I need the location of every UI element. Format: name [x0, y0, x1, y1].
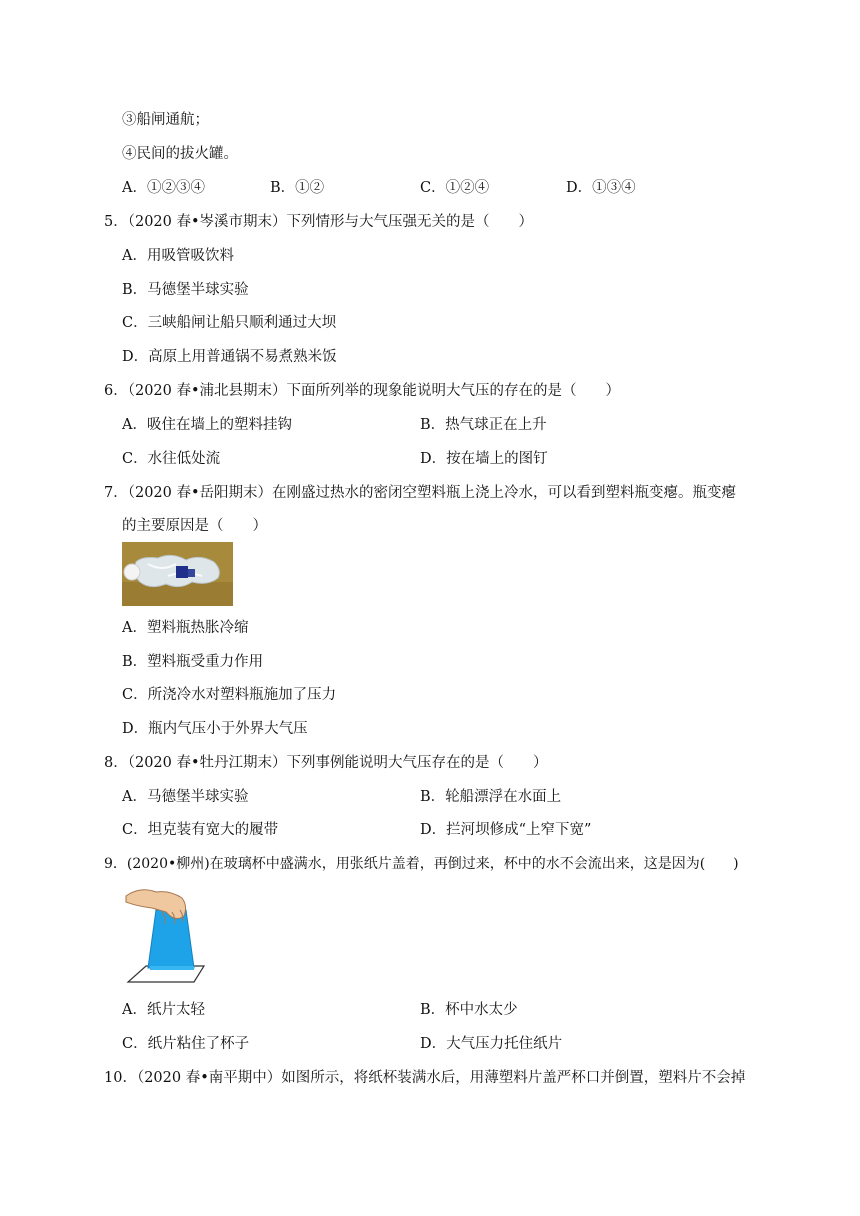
- q6-option-d: D．按在墙上的图钉: [420, 451, 548, 467]
- q9-option-c: C．纸片粘住了杯子: [122, 1036, 250, 1052]
- q6-option-b: B．热气球正在上升: [420, 417, 547, 433]
- question-8-text: 8．（2020 春•牡丹江期末）下列事例能说明大气压存在的是（ ）: [104, 755, 548, 771]
- q8-option-d: D．拦河坝修成“上窄下宽”: [420, 822, 592, 838]
- q9-option-b: B．杯中水太少: [420, 1002, 518, 1018]
- q5-option-a: A．用吸管吸饮料: [122, 248, 234, 264]
- q7-option-a: A．塑料瓶热胀冷缩: [122, 620, 249, 636]
- q6-option-a: A．吸住在墙上的塑料挂钩: [122, 417, 292, 433]
- q7-option-b: B．塑料瓶受重力作用: [122, 654, 264, 670]
- question-9-text: 9．(2020•柳州)在玻璃杯中盛满水，用张纸片盖着，再倒过来，杯中的水不会流出来，这是因为( ): [104, 856, 739, 872]
- q9-option-d: D．大气压力托住纸片: [420, 1036, 563, 1052]
- question-7-text-line1: 7．（2020 春•岳阳期末）在刚盛过热水的密闭空塑料瓶上浇上冷水，可以看到塑料瓶变瘪。瓶变瘪: [104, 485, 737, 501]
- option-c: C．①②④: [420, 180, 490, 196]
- option-d: D．①③④: [566, 180, 636, 196]
- question-10-text: 10．（2020 春•南平期中）如图所示，将纸杯装满水后，用薄塑料片盖严杯口并倒置，塑料片不会掉: [104, 1070, 746, 1086]
- statement-3: ③船闸通航；: [122, 112, 209, 128]
- q5-option-b: B．马德堡半球实验: [122, 282, 249, 298]
- crushed-bottle-photo: [122, 542, 233, 606]
- q6-option-c: C．水往低处流: [122, 451, 221, 467]
- question-7-text-line2: 的主要原因是（ ）: [122, 518, 267, 534]
- q7-option-d: D．瓶内气压小于外界大气压: [122, 721, 308, 737]
- q5-option-c: C．三峡船闸让船只顺利通过大坝: [122, 315, 337, 331]
- option-a: A．①②③④: [122, 180, 205, 196]
- q8-option-c: C．坦克装有宽大的履带: [122, 822, 279, 838]
- q9-option-a: A．纸片太轻: [122, 1002, 205, 1018]
- q5-option-d: D．高原上用普通锅不易煮熟米饭: [122, 349, 337, 365]
- inverted-cup-illustration: [122, 882, 218, 986]
- option-b: B．①②: [270, 180, 325, 196]
- question-6-text: 6．（2020 春•浦北县期末）下面所列举的现象能说明大气压的存在的是（ ）: [104, 383, 621, 399]
- q8-option-a: A．马德堡半球实验: [122, 789, 249, 805]
- q8-option-b: B．轮船漂浮在水面上: [420, 789, 562, 805]
- question-5-text: 5．（2020 春•岑溪市期末）下列情形与大气压强无关的是（ ）: [104, 214, 534, 230]
- q7-option-c: C．所浇冷水对塑料瓶施加了压力: [122, 687, 337, 703]
- statement-4: ④民间的拔火罐。: [122, 146, 238, 162]
